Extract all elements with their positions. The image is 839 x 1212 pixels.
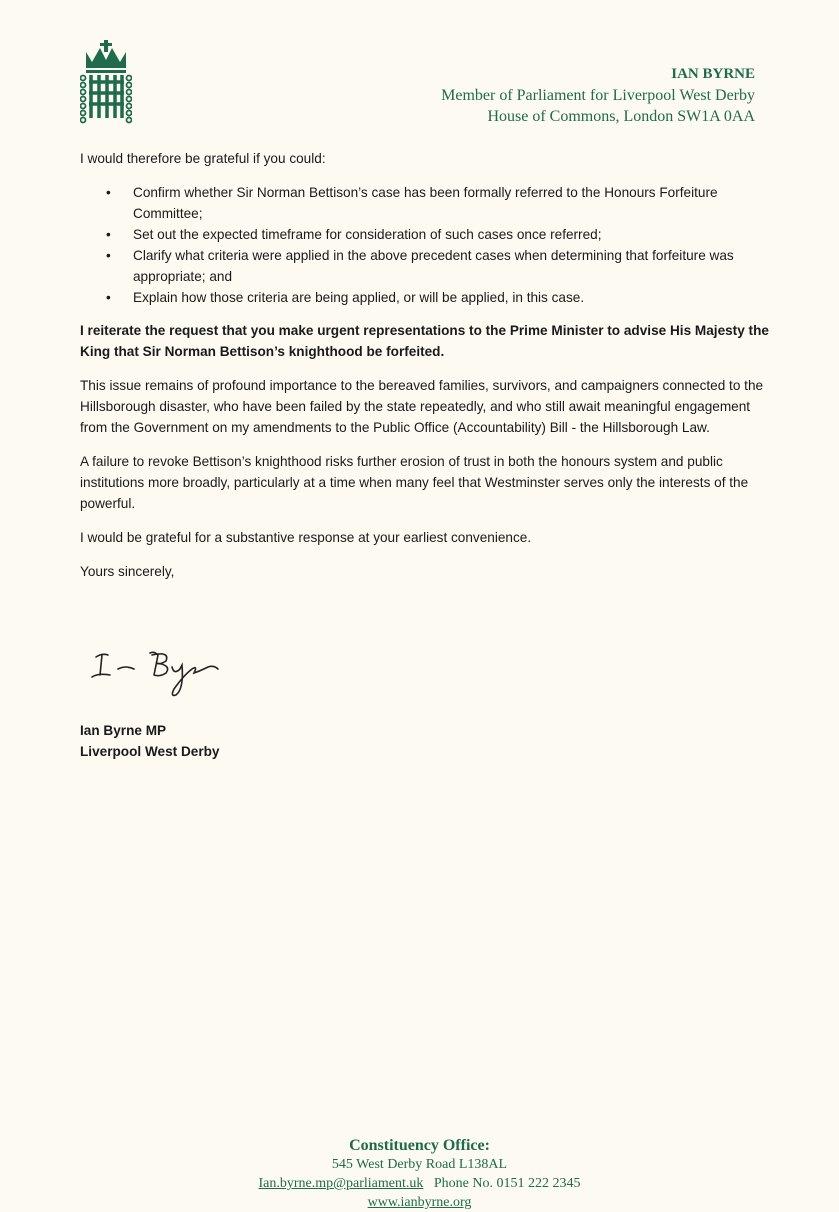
mp-role: Member of Parliament for Liverpool West Derby (441, 87, 755, 104)
bold-paragraph: I reiterate the request that you make urgent representations to the Prime Minister to advise His Majesty the King that Sir Norman Bettison’s knighthood be forfeited. (80, 323, 769, 359)
signoff-name: Ian Byrne MP (80, 723, 167, 738)
signoff (80, 720, 220, 762)
intro-paragraph: I would therefore be grateful if you could: (80, 151, 326, 166)
closing: Yours sincerely, (80, 564, 175, 579)
footer-phone: Phone No. 0151 222 2345 (433, 1176, 581, 1191)
footer-title: Constituency Office: (349, 1137, 490, 1154)
footer-address: 545 West Derby Road L138AL (331, 1157, 508, 1172)
list-item: • Clarify what criteria were applied in the above precedent cases when determining that forfeiture was appropriate; and (133, 245, 780, 287)
portcullis-logo-icon (80, 38, 132, 126)
email-link[interactable]: Ian.byrne.mp@parliament.uk (258, 1176, 424, 1191)
paragraph: I would be grateful for a substantive response at your earliest convenience. (80, 530, 532, 545)
letter-body (80, 148, 780, 595)
website-link[interactable]: www.ianbyrne.org (367, 1195, 472, 1210)
list-item: • Explain how those criteria are being applied, or will be applied, in this case. (133, 287, 780, 308)
signoff-constituency: Liverpool West Derby (80, 744, 220, 759)
paragraph: This issue remains of profound importance to the bereaved families, survivors, and campaigners connected to the Hillsborough disaster, who have been failed by the state repeatedly, and who still await meaningful engagement from the Government on my amendments to the Public Office (Accountability) Bill - the Hillsborough Law. (80, 378, 764, 435)
list-item: • Confirm whether Sir Norman Bettison’s case has been formally referred to the Honours Forfeiture Committee; (133, 182, 780, 224)
letterhead (441, 64, 755, 127)
mp-name: IAN BYRNE (671, 66, 755, 82)
mp-address: House of Commons, London SW1A 0AA (487, 108, 755, 125)
paragraph: A failure to revoke Bettison’s knighthood risks further erosion of trust in both the honours system and public institutions more broadly, particularly at a time when many feel that Westminster serves only the interests of the powerful. (80, 454, 749, 511)
footer (0, 1136, 839, 1212)
signature-icon (88, 645, 228, 705)
request-list (80, 182, 780, 308)
list-item: • Set out the expected timeframe for consideration of such cases once referred; (133, 224, 780, 245)
